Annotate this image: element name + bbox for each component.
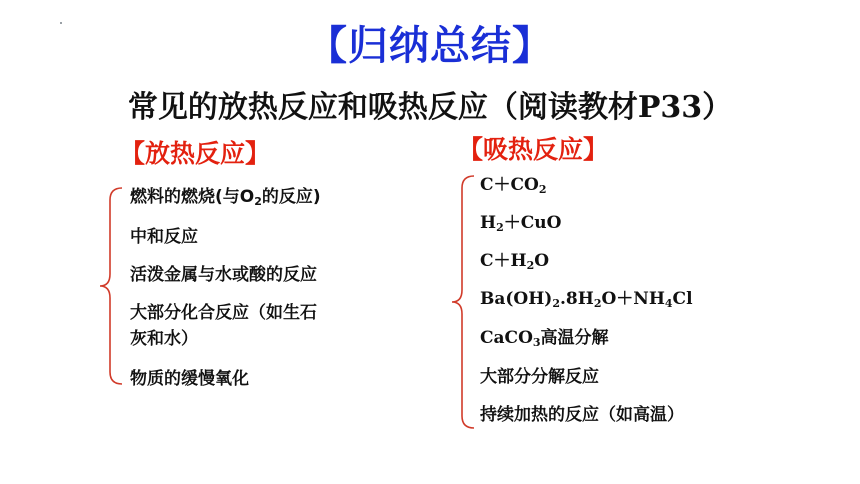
- exothermic-item-neutralization: 中和反应: [130, 227, 198, 247]
- exothermic-heading: 【放热反应】: [120, 139, 271, 168]
- exothermic-item-slow-oxidation: 物质的缓慢氧化: [130, 369, 249, 389]
- endothermic-item-c-h2o: $C+H_2O$: [480, 251, 550, 272]
- endothermic-brace: [450, 174, 480, 430]
- endothermic-item-continuous-heating: 持续加热的反应（如高温）: [480, 405, 684, 425]
- endothermic-item-caco3: CaCO$_3$高温分解: [480, 328, 609, 349]
- page-title: 【归纳总结】: [307, 23, 553, 69]
- endothermic-item-decomposition: 大部分分解反应: [480, 367, 599, 387]
- endothermic-item-h2-cuo: $H_2+CuO$: [480, 213, 562, 234]
- exothermic-item-combination: 大部分化合反应（如生石 灰和水）: [130, 303, 317, 349]
- endothermic-item-c-co2: $C+CO_2$: [480, 175, 547, 196]
- exothermic-item-active-metal: 活泼金属与水或酸的反应: [130, 265, 317, 285]
- exothermic-item-combustion: 燃料的燃烧(与$O_2$的反应): [130, 187, 321, 208]
- endothermic-item-baoh2-nh4cl: $Ba(OH)_2.8H_2O+NH_4Cl$: [480, 289, 693, 310]
- endothermic-heading: 【吸热反应】: [458, 135, 609, 164]
- page-subtitle: 常见的放热反应和吸热反应（阅读教材P33）: [127, 90, 733, 125]
- exothermic-brace: [98, 186, 128, 386]
